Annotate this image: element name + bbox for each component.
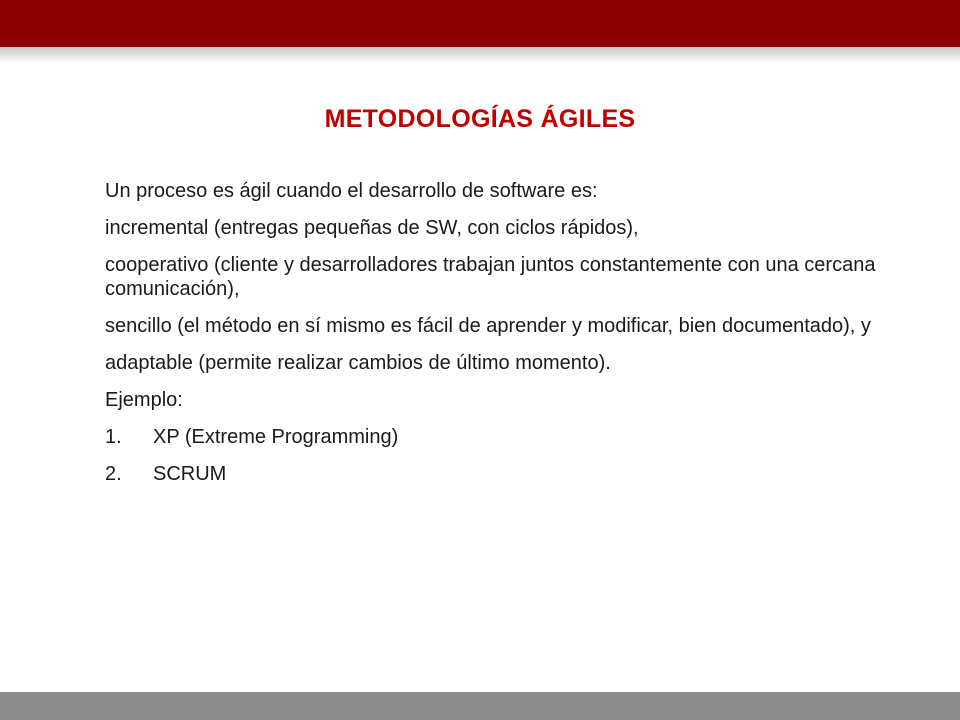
paragraph-intro: Un proceso es ágil cuando el desarrollo de software es: <box>105 180 598 202</box>
header-bar <box>0 0 960 47</box>
list-text: SCRUM <box>153 463 227 485</box>
paragraph-adaptable: adaptable (permite realizar cambios de último momento). <box>105 352 611 374</box>
paragraph-example: Ejemplo: <box>105 389 183 411</box>
list-number: 1. <box>105 426 122 448</box>
list-item <box>105 425 895 449</box>
header-shadow <box>0 47 960 63</box>
slide-title: METODOLOGÍAS ÁGILES <box>324 105 636 133</box>
paragraph-simple: sencillo (el método en sí mismo es fácil de aprender y modificar, bien documentado), y <box>105 315 871 337</box>
footer-bar <box>0 692 960 720</box>
paragraph-cooperative: cooperativo (cliente y desarrolladores trabajan juntos constantemente con una cercana comunicación), <box>105 254 876 300</box>
list-number: 2. <box>105 463 122 485</box>
list-text: XP (Extreme Programming) <box>153 426 399 448</box>
slide-body <box>105 179 895 499</box>
paragraph-incremental: incremental (entregas pequeñas de SW, con ciclos rápidos), <box>105 217 639 239</box>
list-item <box>105 462 895 486</box>
